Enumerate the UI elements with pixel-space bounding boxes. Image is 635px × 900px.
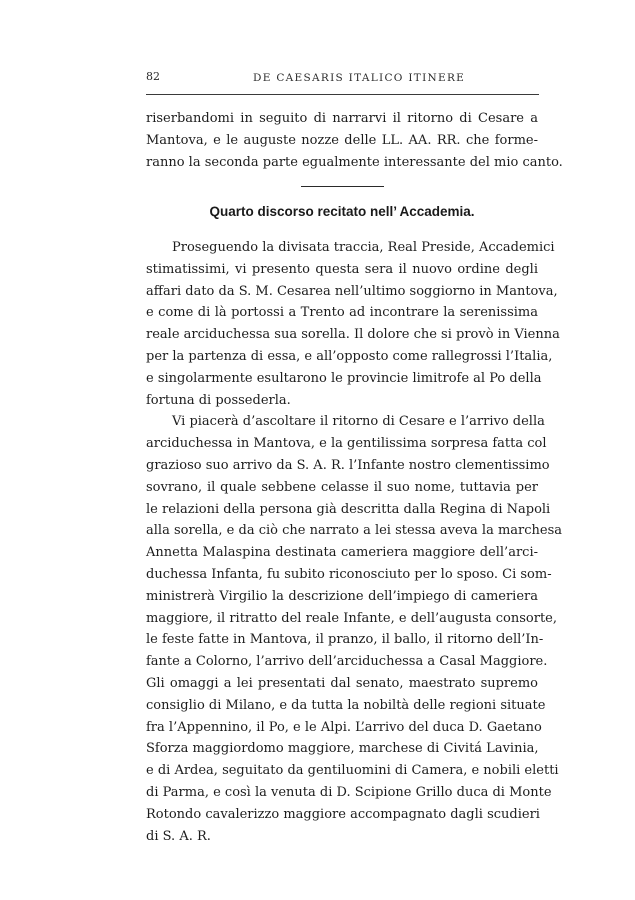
text-line: sovrano, il quale sebbene celasse il suo nome, tuttavia per [146,479,538,495]
text-line: reale arciduchessa sua sorella. Il dolore che si provò in Vienna [146,327,560,343]
text-line: fante a Colorno, l’arrivo dell’arciduchessa a Casal Maggiore. [146,654,548,670]
text-line: Proseguendo la divisata traccia, Real Preside, Accademici [172,240,555,255]
text-line: Sforza maggiordomo maggiore, marchese di Civitá Lavinia, [146,741,539,757]
text-line: arciduchessa in Mantova, e la gentilissima sorpresa fatta col [146,436,547,452]
text-line: Vi piacerà d’ascoltare il ritorno di Cesare e l’arrivo della [172,414,545,430]
text-line: e singolarmente esultarono le provincie limitrofe al Po della [146,370,542,386]
top-paragraph [146,108,563,173]
text-line: grazioso suo arrivo da S. A. R. l’Infante nostro clementissimo [146,457,550,473]
text-line: le relazioni della persona già descritta dalla Regina di Napoli [146,501,551,517]
running-head: DE CAESARIS ITALICO ITINERE [253,72,466,84]
page-number: 82 [146,70,160,83]
text-line: le feste fatte in Mantova, il pranzo, il ballo, il ritorno dell’In- [146,632,544,648]
text-line: di S. A. R. [146,828,211,844]
text-line: fra l’Appennino, il Po, e le Alpi. L’arrivo del duca D. Gaetano [146,719,542,735]
text-line: fortuna di possederla. [146,392,291,408]
text-line: Mantova, e le auguste nozze delle LL. AA. RR. che forme- [146,132,538,148]
text-line: Annetta Malaspina destinata cameriera maggiore dell’arci- [146,545,538,561]
body-text [146,237,563,847]
text-line: maggiore, il ritratto del reale Infante, e dell’augusta consorte, [146,610,557,626]
text-line: Rotondo cavalerizzo maggiore accompagnato dagli scudieri [146,806,540,822]
text-line: e come di là portossi a Trento ad incontrare la serenissima [146,305,538,321]
text-line: stimatissimi, vi presento questa sera il nuovo ordine degli [146,261,538,277]
text-line: consiglio di Milano, e da tutta la nobiltà delle regioni situate [146,697,546,713]
section-title: Quarto discorso recitato nell’ Accademia. [209,204,475,219]
section-divider [301,186,384,187]
text-line: per la partenza di essa, e all’opposto come rallegrossi l’Italia, [146,348,553,364]
text-line: alla sorella, e da ciò che narrato a lei stessa aveva la marchesa [146,523,563,539]
text-line: riserbandomi in seguito di narrarvi il ritorno di Cesare a [146,111,538,126]
text-line: e di Ardea, seguitato da gentiluomini di Camera, e nobili eletti [146,763,559,779]
header-rule [146,94,539,95]
text-line: affari dato da S. M. Cesarea nell’ultimo soggiorno in Mantova, [146,283,558,299]
text-line: duchessa Infanta, fu subito riconosciuto per lo sposo. Ci som- [146,566,552,582]
text-line: Gli omaggi a lei presentati dal senato, maestrato supremo [146,675,538,691]
text-line: ministrerà Virgilio la descrizione dell’impiego di cameriera [146,588,538,604]
text-line: ranno la seconda parte egualmente interessante del mio canto. [146,154,563,170]
text-line: di Parma, e così la venuta di D. Scipione Grillo duca di Monte [146,784,552,800]
